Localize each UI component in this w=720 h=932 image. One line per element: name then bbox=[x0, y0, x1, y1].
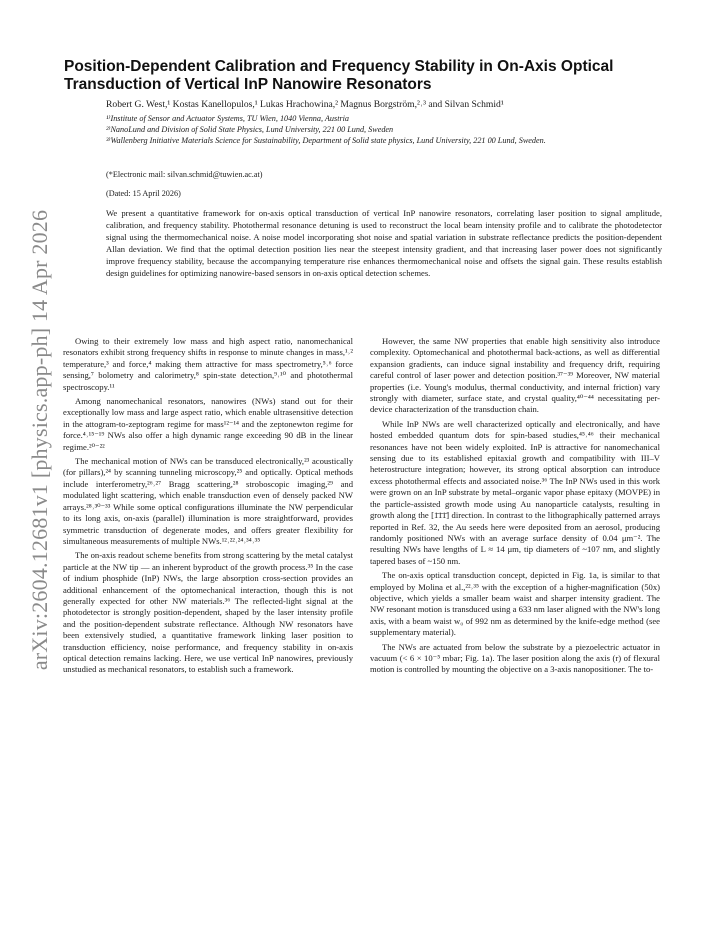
author-list: Robert G. West,¹ Kostas Kanellopulos,¹ Lukas Hrachowina,² Magnus Borgström,²˒³ and Silvan Schmid¹ bbox=[106, 99, 504, 110]
paragraph: The NWs are actuated from below the substrate by a piezoelectric actuator in vacuum (< 6 × 10⁻⁵ mbar; Fig. 1a). The laser position along the axis (r) of flexural motion is controlled by mounting the objective on a 3-axis nanopositioner. The to- bbox=[370, 641, 660, 675]
left-column bbox=[63, 336, 353, 679]
paragraph: The mechanical motion of NWs can be transduced electronically,²³ acoustically (for pillars),²⁴ by scanning tunneling microscopy,²⁵ and optically. Optical methods include interferometry,²⁶˒²⁷ Bragg scattering,²⁸ stroboscopic imaging,²⁹ and modulated light scattering, which enable transduction even of densely packed NW arrays.²⁸˒³⁰⁻³³ While some optical configurations illuminate the NW perpendicular to its long axis, on-axis (parallel) illumination is more straightforward, provides symmetric transduction of degenerate modes, and offers greater flexibility for simultaneous measurements of multiple NWs.¹²˒²²˒²⁴˒³⁴˒³⁵ bbox=[63, 456, 353, 546]
paragraph: The on-axis optical transduction concept, depicted in Fig. 1a, is similar to that employed by Molina et al.,²²˒³⁵ with the exception of a higher-magnification (50x) objective, which yields a smaller beam waist and sharper intensity gradient. The NW resonant motion is transduced using a 633 nm laser aligned with the NW's long axis, with a beam waist w₀ of 992 nm as determined by the knife-edge method (see supplementary material). bbox=[370, 570, 660, 638]
right-column bbox=[370, 336, 660, 679]
paper-title: Position-Dependent Calibration and Frequency Stability in On-Axis Optical Transduction of Vertical InP Nanowire Resonators bbox=[64, 58, 614, 93]
affiliation-1: ¹⁾Institute of Sensor and Actuator Systems, TU Wien, 1040 Vienna, Austria bbox=[106, 114, 350, 123]
paragraph: However, the same NW properties that enable high sensitivity also introduce complexity. Optomechanical and photothermal back-actions, as well as differential expansion gradients, can induce signal instability and frequency drift, requiring careful control of laser power and detection position.³⁷⁻³⁹ Moreover, NW material properties (i.e. Young's modulus, thermal conductivity, and internal friction) vary strongly with diameter, surface state, and crystal quality,⁴⁰⁻⁴⁴ necessitating per-device characterization of the transduction chain. bbox=[370, 336, 660, 415]
paragraph: While InP NWs are well characterized optically and electronically, and have hosted embedded quantum dots for spin-based studies,⁴⁵˒⁴⁶ their mechanical resonances have not been widely exploited. InP is attractive for nanomechanical sensing due to its established epitaxial growth and compatibility with III–V heterostructure integration; however, its strong optical absorption can introduce excess photothermal effects and associated noise.³⁶ The InP NWs used in this work were grown on an InP substrate by metal–organic vapor phase epitaxy (MOVPE) in the particle-assisted growth mode using Au nanoparticle catalysts, resulting in growth along the [1̄1̄1̄] direction. In contrast to the lithographically patterned arrays reported in Ref. 32, the Au seeds here were deposited from an aerosol, producing randomly positioned NWs with an average surface density of 0.04 μm⁻². The resulting NWs have lengths of L ≈ 14 μm, tip diameters of ~107 nm, and slightly tapered bases of ~150 nm. bbox=[370, 418, 660, 566]
affiliation-3: ³⁾Wallenberg Initiative Materials Science for Sustainability, Department of Solid state physics, Lund University, 221 00 Lund, Sweden. bbox=[106, 136, 546, 145]
paragraph: Among nanomechanical resonators, nanowires (NWs) stand out for their exceptionally low mass and large aspect ratio, which enable ultrasensitive detection in the attogram-to-zeptogram regime for mass¹²⁻¹⁴ and the zeptonewton regime for force.⁴˒¹⁵⁻¹⁹ NWs also offer a high dynamic range exceeding 90 dB in the linear regime.²⁰⁻²² bbox=[63, 396, 353, 452]
dated-line: (Dated: 15 April 2026) bbox=[106, 189, 181, 198]
arxiv-stamp-text: arXiv:2604.12681v1 [physics.app-ph] 14 Apr 2026 bbox=[27, 209, 52, 671]
paragraph: The on-axis readout scheme benefits from strong scattering by the metal catalyst particle at the NW tip — an inherent byproduct of the growth process.³⁵ In the case of indium phosphide (InP) NWs, the large absorption cross-section provides an additional enhancement of the optomechanical interaction, though this is not generally expected for other NW materials.³⁶ The reflected-light signal at the photodetector is strongly position-dependent, shaped by the laser intensity profile and the position-dependent substrate reflectance. Although NW resonators have been extensively studied, a quantitative framework linking laser position to transduction efficiency, noise performance, and frequency stability in on-axis optical detection remains lacking. Here, we use vertical InP nanowires, previously unstudied as mechanical resonators, to establish such a framework. bbox=[63, 550, 353, 675]
paragraph: Owing to their extremely low mass and high aspect ratio, nanomechanical resonators exhibit strong frequency shifts in response to minute changes in mass,¹˒² temperature,³ and force,⁴ making them attractive for mass spectrometry,⁵˒⁶ force sensing,⁷ bolometry and calorimetry,⁸ spin-state detection,⁹˒¹⁰ and photothermal spectroscopy.¹¹ bbox=[63, 336, 353, 392]
corresponding-email: (*Electronic mail: silvan.schmid@tuwien.ac.at) bbox=[106, 170, 263, 179]
affiliation-2: ²⁾NanoLund and Division of Solid State Physics, Lund University, 221 00 Lund, Sweden bbox=[106, 125, 394, 134]
abstract: We present a quantitative framework for on-axis optical transduction of vertical InP nanowire resonators, correlating laser position to signal amplitude, calibration, and frequency stability. Photothermal resonance detuning is used to reconstruct the local beam intensity profile and to calibrate the photodetector signal using the thermomechanical noise. A noise model incorporating shot noise and spatial variation in substrate reflectance predicts the position-dependent Allan deviation. We find that the optimal detection position lies near the steepest intensity gradient, and that increasing laser power does not significantly improve frequency stability, because the accompanying temperature rise enhances thermomechanical noise and offsets the signal gain. These results establish design guidelines for optimizing nanowire-based sensors in on-axis optical detection schemes. bbox=[106, 208, 662, 278]
arxiv-stamp bbox=[20, 190, 60, 690]
affiliations bbox=[106, 113, 666, 146]
